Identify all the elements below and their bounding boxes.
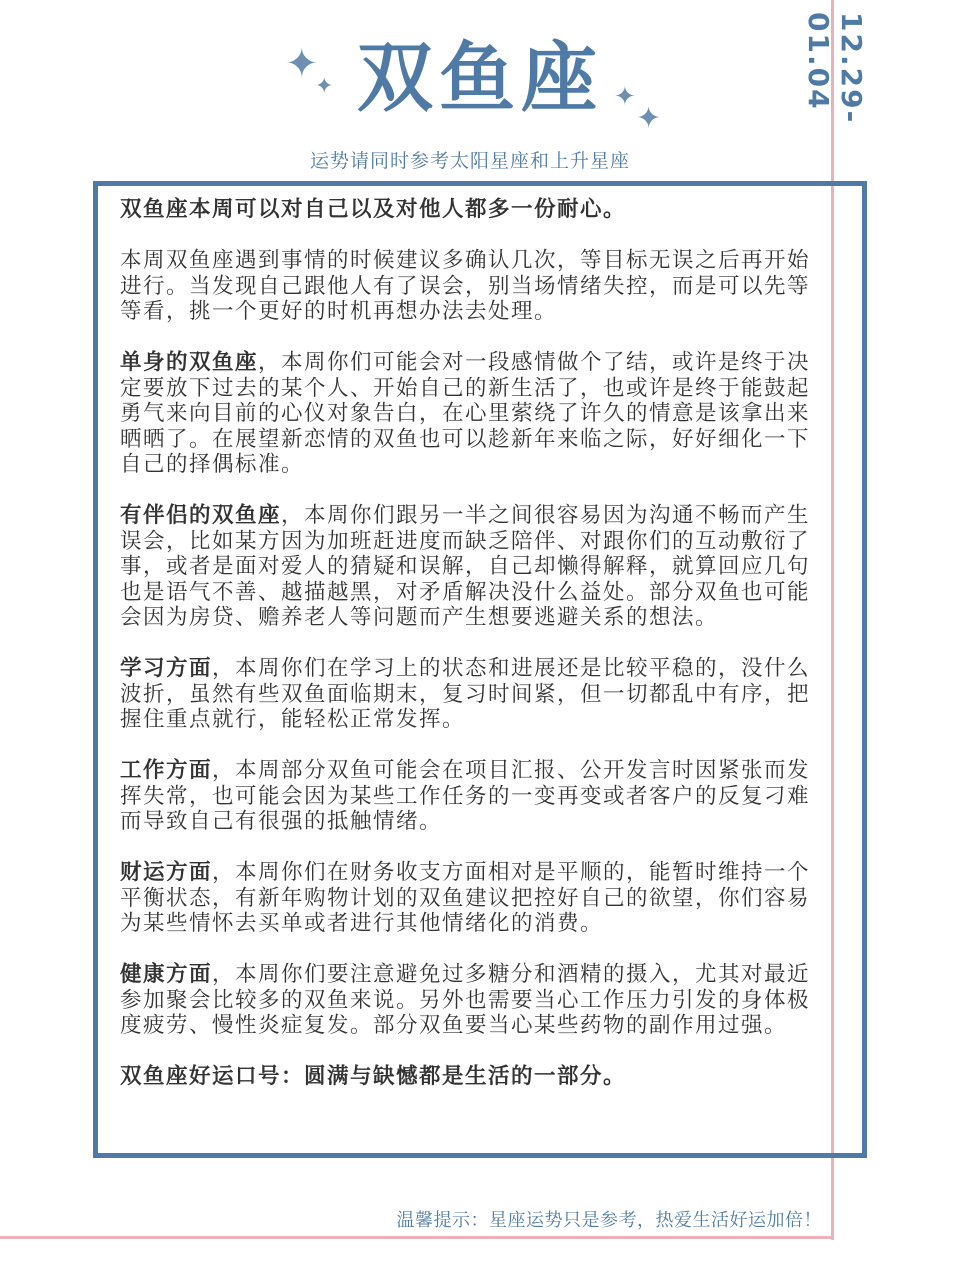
page-title: 双鱼座 (357, 33, 603, 122)
study-label: 学习方面 (120, 656, 213, 681)
pink-horizontal-line (0, 1236, 834, 1239)
horoscope-content (120, 197, 820, 1115)
sparkle-icon: ✦ (285, 41, 319, 87)
intro-paragraph: 本周双鱼座遇到事情的时候建议多确认几次，等目标无误之后再开始进行。当发现自己跟他人有了误会，别当场情绪失控，而是可以先等等看，挑一个更好的时机再想办法去处理。 (120, 248, 811, 324)
health-label: 健康方面 (120, 962, 213, 987)
money-text: ，本周你们在财务收支方面相对是平顺的，能暂时维持一个平衡状态，有新年购物计划的双鱼建议把控好自己的欲望，你们容易为某些情怀去买单或者进行其他情绪化的消费。 (120, 860, 811, 936)
study-paragraph (120, 656, 820, 733)
partner-text: ，本周你们跟另一半之间很容易因为沟通不畅而产生误会，比如某方因为加班赶进度而缺乏陪伴、对跟你们的互动敷衍了事，或者是面对爱人的猜疑和误解，自己却懒得解释，就算回应几句也是语气不善、越描越黑，对矛盾解决没什么益处。部分双鱼也可能会因为房贷、赡养老人等问题而产生想要逃避关系的想法。 (120, 503, 811, 630)
health-paragraph (120, 962, 820, 1039)
slogan: 双鱼座好运口号：圆满与缺憾都是生活的一部分。 (120, 1064, 627, 1089)
slogan-paragraph (120, 1064, 820, 1090)
sparkle-icon: ✦ (315, 74, 334, 99)
footer-tip: 温馨提示：星座运势只是参考，热爱生活好运加倍！ (396, 1210, 822, 1231)
sparkle-icon: ✦ (614, 82, 636, 112)
sparkle-icon: ✦ (636, 101, 662, 136)
work-paragraph (120, 758, 820, 835)
single-text: ，本周你们可能会对一段感情做个了结，或许是终于决定要放下过去的某个人、开始自己的新生活了，也或许是终于能鼓起勇气来向目前的心仪对象告白，在心里萦绕了许久的情意是该拿出来晒晒了。在展望新恋情的双鱼也可以趁新年来临之际，好好细化一下自己的择偶标准。 (120, 350, 811, 477)
work-label: 工作方面 (120, 758, 213, 783)
work-text: ，本周部分双鱼可能会在项目汇报、公开发言时因紧张而发挥失常，也可能会因为某些工作任务的一变再变或者客户的反复刁难而导致自己有很强的抵触情绪。 (120, 758, 811, 834)
single-label: 单身的双鱼座 (120, 350, 259, 375)
partner-paragraph (120, 503, 820, 631)
date-range: 12.29-01.04 (802, 12, 868, 125)
subtitle: 运势请同时参考太阳星座和上升星座 (309, 150, 630, 172)
intro-bold: 双鱼座本周可以对自己以及对他人都多一份耐心。 (120, 197, 627, 222)
money-paragraph (120, 860, 820, 937)
health-text: ，本周你们要注意避免过多糖分和酒精的摄入，尤其对最近参加聚会比较多的双鱼来说。另外也需要当心工作压力引发的身体极度疲劳、慢性炎症复发。部分双鱼要当心某些药物的副作用过强。 (120, 962, 811, 1038)
study-text: ，本周你们在学习上的状态和进展还是比较平稳的，没什么波折，虽然有些双鱼面临期末，复习时间紧，但一切都乱中有序，把握住重点就行，能轻松正常发挥。 (120, 656, 811, 732)
money-label: 财运方面 (120, 860, 213, 885)
intro-heading (120, 197, 820, 223)
single-paragraph (120, 350, 820, 478)
partner-label: 有伴侣的双鱼座 (120, 503, 282, 528)
